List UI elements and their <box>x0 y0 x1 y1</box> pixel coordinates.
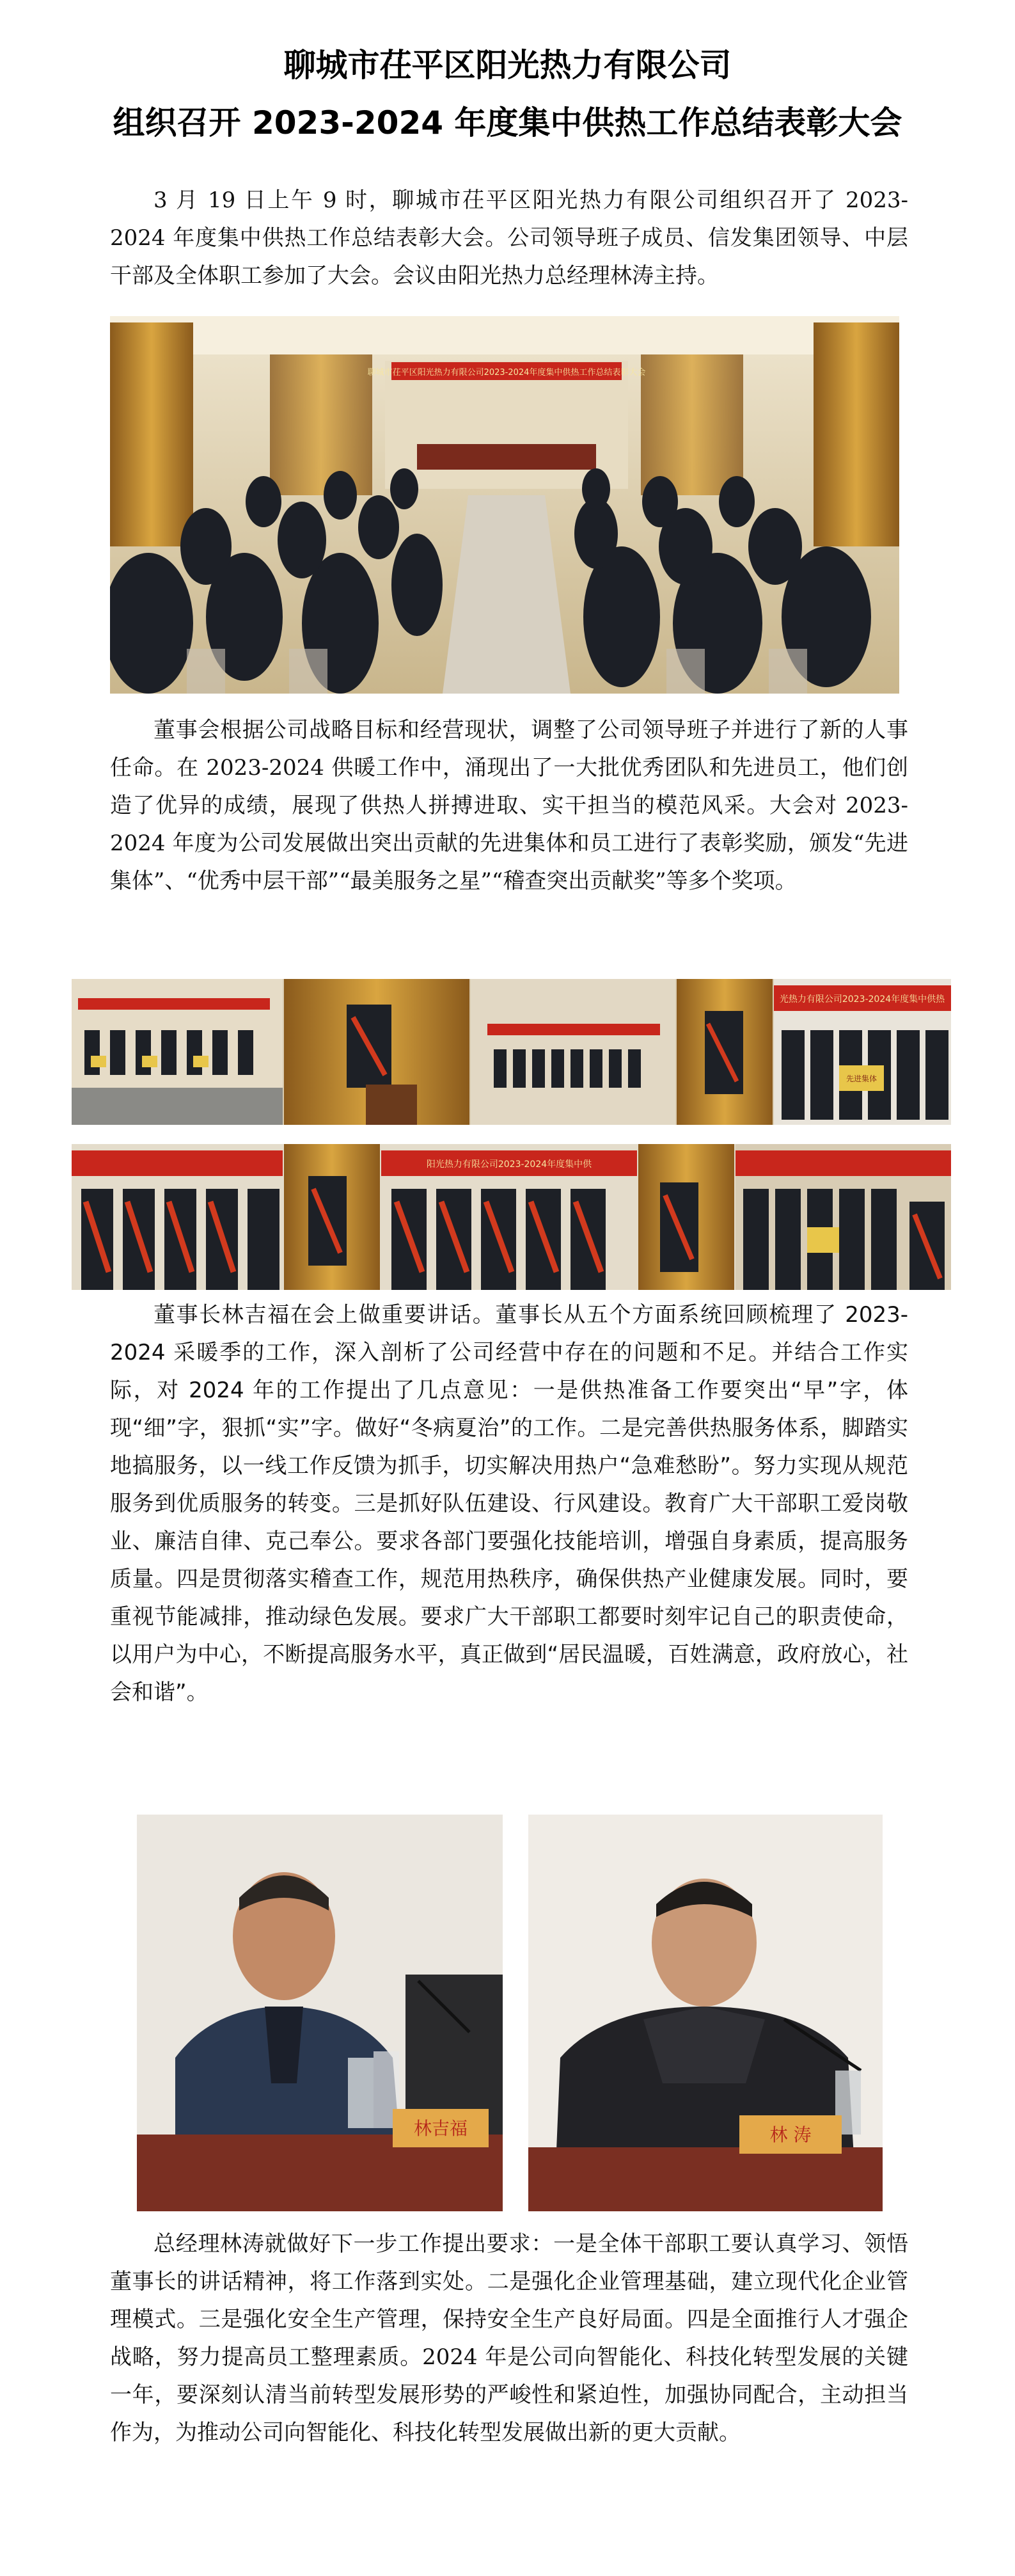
award-collage-row-1 <box>72 979 951 1125</box>
paragraph-chairman-speech: 董事长林吉福在会上做重要讲话。董事长从五个方面系统回顾梳理了 2023-2024 采暖季的工作，深入剖析了公司经营中存在的问题和不足。并结合工作实际，对 2024 年的工作提出了几点意见：一是供热准备工作要突出“早”字，体现“细”字，狠抓“实”字。做好“冬病夏治”的工作。二是完善供热服务体系，脚踏实地搞服务，以一线工作反馈为抓手，切实解决用热户“急难愁盼”。努力实现从规范服务到优质服务的转变。三是抓好队伍建设、行风建设。教育广大干部职工爱岗敬业、廉洁自律、克己奉公。要求各部门要强化技能培训，增强自身素质，提高服务质量。四是贯彻落实稽查工作，规范用热秩序，确保供热产业健康发展。同时，要重视节能减排，推动绿色发展。要求广大干部职工都要时刻牢记自己的职责使命，以用户为中心，不断提高服务水平，真正做到“居民温暖，百姓满意，政府放心，社会和谐”。 <box>110 1302 908 1705</box>
award-banner-a-text: 光热力有限公司2023-2024年度集中供热 <box>779 994 945 1005</box>
paragraph-opening: 3 月 19 日上午 9 时，聊城市茌平区阳光热力有限公司组织召开了 2023-2024 年度集中供热工作总结表彰大会。公司领导班子成员、信发集团领导、中层干部及全体职工参加了大会。会议由阳光热力总经理林涛主持。 <box>110 187 908 289</box>
paragraph-awards: 董事会根据公司战略目标和经营现状，调整了公司领导班子并进行了新的人事任命。在 2023-2024 供暖工作中，涌现出了一大批优秀团队和先进员工，他们创造了优异的成绩，展现了供热人拼搏进取、实干担当的模范风采。大会对 2023-2024 年度为公司发展做出突出贡献的先进集体和员工进行了表彰奖励，颁发“先进集体”、“优秀中层干部”“最美服务之星”“稽查突出贡献奖”等多个奖项。 <box>110 717 908 894</box>
award-plaque-text: 先进集体 <box>846 1074 877 1083</box>
chairman-photo <box>137 1815 503 2211</box>
paragraph-general-manager: 总经理林涛就做好下一步工作提出要求：一是全体干部职工要认真学习、领悟董事长的讲话精神，将工作落到实处。二是强化企业管理基础，建立现代化企业管理模式。三是强化安全生产管理，保持安全生产良好局面。四是全面推行人才强企战略，努力提高员工整理素质。2024 年是公司向智能化、科技化转型发展的关键一年，要深刻认清当前转型发展形势的严峻性和紧迫性，加强协同配合，主动担当作为，为推动公司向智能化、科技化转型发展做出新的更大贡献。 <box>110 2231 908 2445</box>
general-manager-photo <box>528 1815 883 2211</box>
award-banner-b-text: 阳光热力有限公司2023-2024年度集中供 <box>426 1159 592 1170</box>
chairman-nameplate: 林吉福 <box>413 2118 468 2139</box>
title-line-2: 组织召开 2023-2024 年度集中供热工作总结表彰大会 <box>113 104 902 141</box>
meeting-banner-text: 聊城市茌平区阳光热力有限公司2023-2024年度集中供热工作总结表彰大会 <box>367 368 646 378</box>
meeting-hall-photo <box>110 316 899 694</box>
general-manager-nameplate: 林 涛 <box>769 2124 812 2145</box>
title-line-1: 聊城市茌平区阳光热力有限公司 <box>283 47 732 84</box>
award-collage-row-2 <box>72 1144 951 1290</box>
